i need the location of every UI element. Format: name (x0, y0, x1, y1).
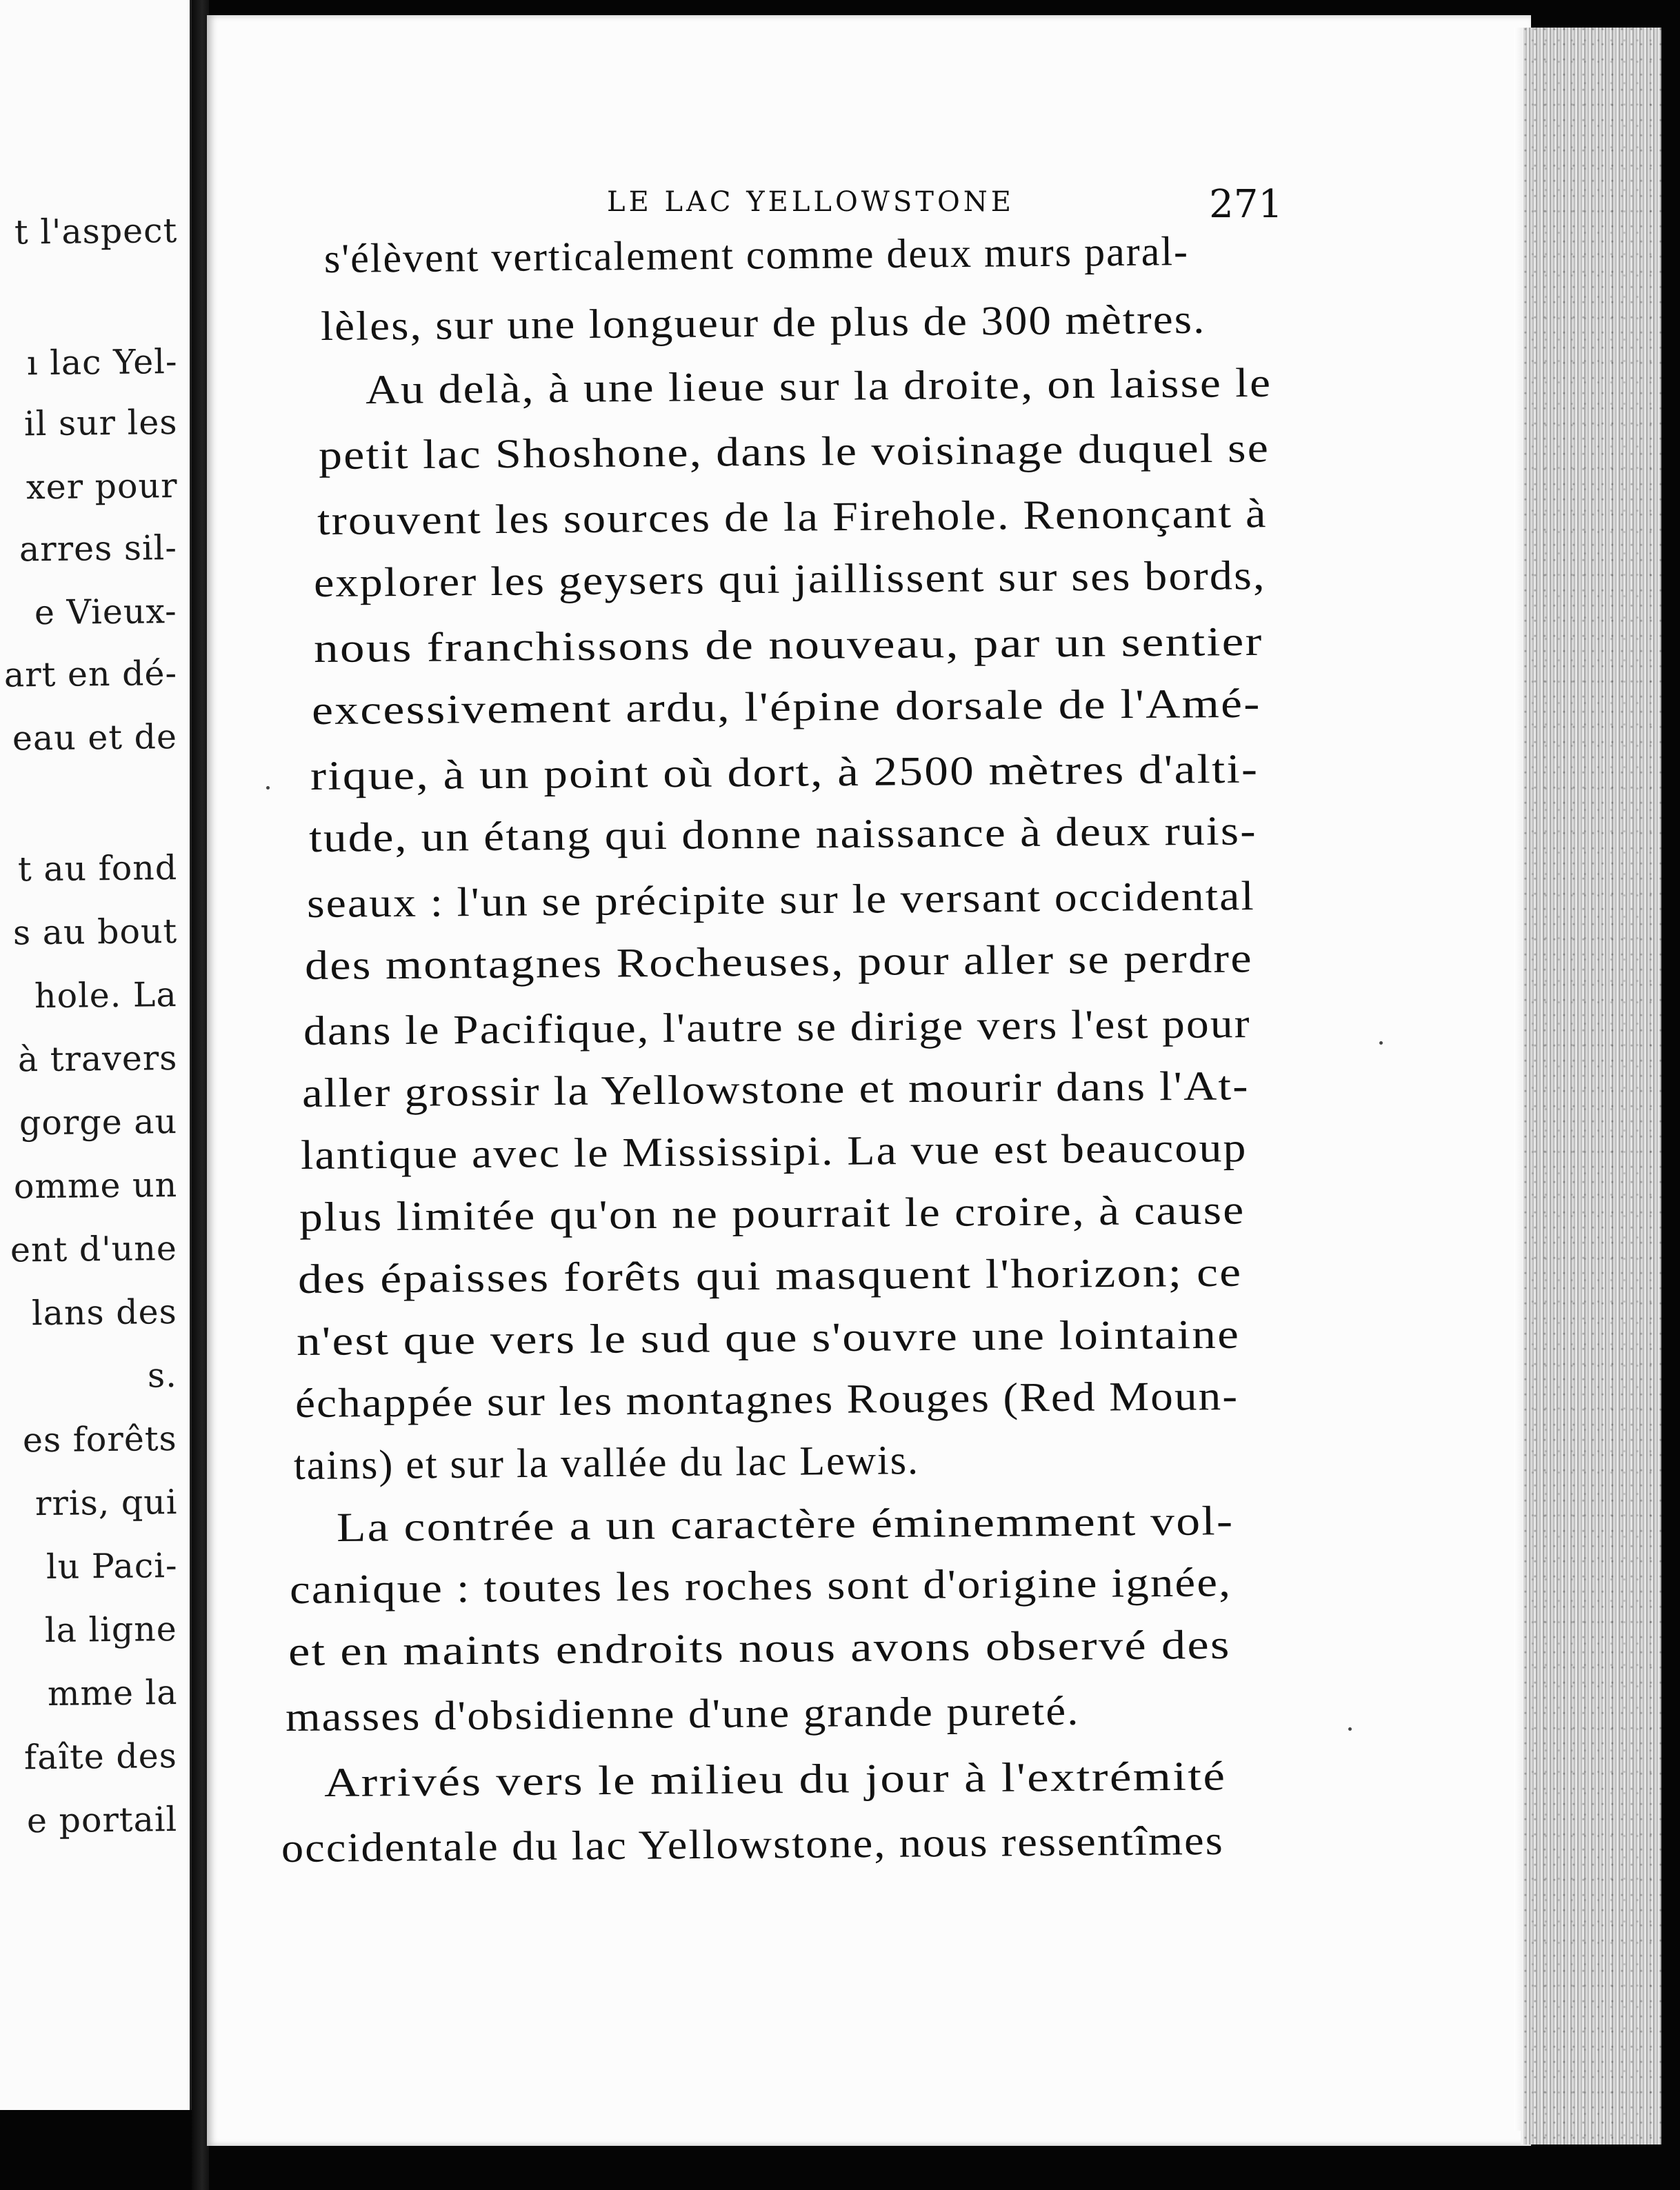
print-speck (266, 786, 270, 790)
body-line: La contrée a un caractère éminemment vol- (336, 1498, 1234, 1550)
left-line: eau et de (12, 717, 178, 759)
left-line: il sur les (23, 403, 178, 444)
left-line: e Vieux- (34, 592, 178, 633)
left-line: xer pour (26, 466, 178, 508)
body-line: n'est que vers le sud que s'ouvre une lointaine (296, 1311, 1241, 1364)
body-line: des montagnes Rocheuses, pour aller se perdre (304, 935, 1254, 988)
running-head (400, 182, 1283, 228)
left-line: t au fond (17, 848, 178, 890)
left-line: à travers (17, 1038, 178, 1080)
body-line: lantique avec le Mississipi. La vue est beaucoup (300, 1125, 1248, 1178)
left-line: la ligne (44, 1609, 178, 1651)
body-line: dans le Pacifique, l'autre se dirige vers l'est pour (303, 1001, 1251, 1054)
left-line: lu Paci- (46, 1546, 178, 1587)
body-line: occidentale du lac Yellowstone, nous ressentîmes (281, 1817, 1225, 1871)
body-line: des épaisses forêts qui masquent l'horizon; ce (297, 1249, 1243, 1302)
body-line: plus limitée qu'on ne pourrait le croire, à cause (299, 1187, 1246, 1240)
left-line: es forêts (23, 1419, 178, 1460)
left-line: rris, qui (34, 1483, 178, 1524)
body-line: s'élèvent verticalement comme deux murs paral- (323, 228, 1190, 281)
body-line: canique : toutes les roches sont d'origine ignée, (289, 1559, 1232, 1612)
body-line: trouvent les sources de la Firehole. Renonçant à (317, 490, 1268, 543)
left-page (0, 0, 192, 2110)
print-speck (1348, 1727, 1352, 1731)
body-line: et en maints endroits nous avons observé des (288, 1621, 1231, 1674)
body-line: Arrivés vers le milieu du jour à l'extrémité (323, 1753, 1227, 1805)
body-line: seaux : l'un se précipite sur le versant occidental (306, 873, 1256, 926)
left-line: faîte des (23, 1736, 178, 1778)
left-line: lans des (32, 1292, 178, 1334)
left-line: s. (147, 1356, 178, 1396)
body-line: excessivement ardu, l'épine dorsale de l'Amé- (311, 680, 1262, 733)
left-line: t l'aspect (14, 211, 178, 252)
body-line: tude, un étang qui donne naissance à deux ruis- (308, 807, 1258, 861)
page-block-edge (1521, 28, 1661, 2144)
left-line: mme la (47, 1673, 178, 1714)
body-line: échappée sur les montagnes Rouges (Red Moun- (294, 1372, 1239, 1426)
body-line: rique, à un point où dort, à 2500 mètres d'alti- (310, 745, 1259, 798)
body-line: Au delà, à une lieue sur la droite, on laisse le (365, 359, 1272, 412)
page-number: 271 (1209, 182, 1283, 227)
left-line: ı lac Yel- (26, 342, 178, 383)
body-line: tains) et sur la vallée du lac Lewis. (293, 1437, 920, 1488)
body-line: aller grossir la Yellowstone et mourir dans l'At- (301, 1063, 1250, 1116)
left-line: art en dé- (3, 654, 178, 695)
left-line: ent d'une (10, 1229, 178, 1270)
left-line: e portail (26, 1800, 178, 1841)
left-line: arres sil- (19, 528, 178, 570)
body-line: explorer les geysers qui jaillissent sur ses bords, (313, 552, 1266, 605)
left-line: gorge au (19, 1102, 178, 1143)
body-line: petit lac Shoshone, dans le voisinage duquel se (318, 425, 1270, 478)
left-line: omme un (13, 1165, 178, 1207)
left-line: s au bout (12, 912, 178, 953)
print-speck (1379, 1041, 1383, 1045)
body-line: lèles, sur une longueur de plus de 300 mètres. (320, 296, 1206, 349)
body-line: nous franchissons de nouveau, par un sentier (313, 618, 1263, 671)
running-title: LE LAC YELLOWSTONE (607, 186, 1014, 218)
body-line: masses d'obsidienne d'une grande pureté. (285, 1687, 1080, 1740)
left-line: hole. La (34, 975, 178, 1016)
